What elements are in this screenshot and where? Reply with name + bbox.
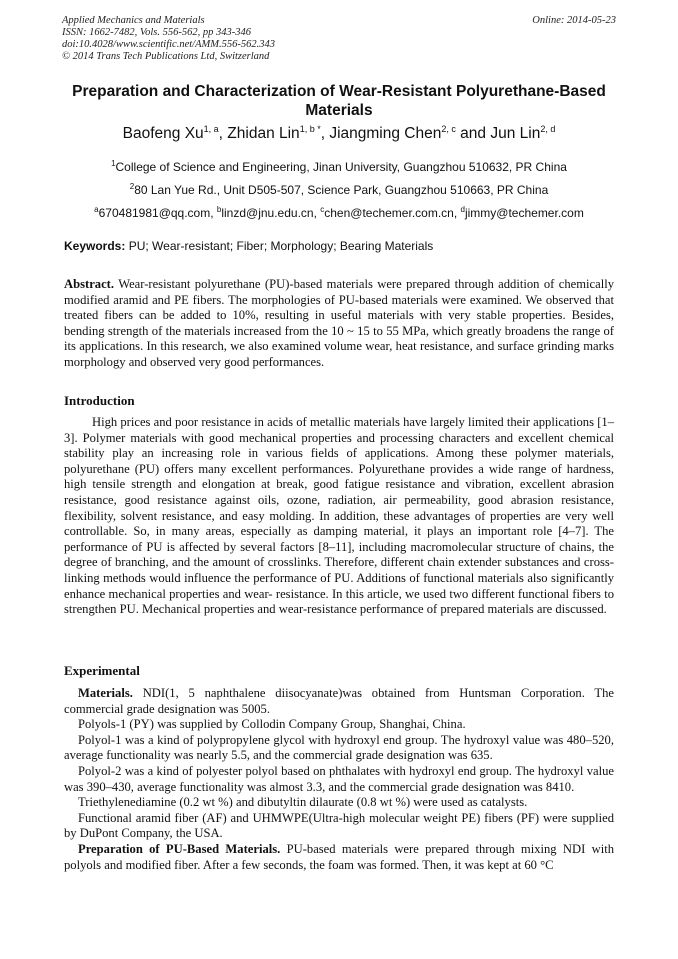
keywords-text: PU; Wear-resistant; Fiber; Morphology; Bearing Materials	[125, 239, 434, 253]
affiliation-text: College of Science and Engineering, Jinan University, Guangzhou 510632, PR China	[115, 160, 567, 174]
materials-text: NDI(1, 5 naphthalene diisocyanate)was obtained from Huntsman Corporation. The commercial grade designation was 5005.	[64, 686, 614, 716]
email-link[interactable]: jimmy@techemer.com	[464, 206, 584, 220]
email-link[interactable]: linzd@jnu.edu.cn,	[221, 206, 321, 220]
affiliation-1	[40, 159, 638, 175]
author-sep: ,	[320, 125, 330, 142]
affiliation-2	[40, 182, 638, 198]
materials-label: Materials.	[78, 686, 133, 700]
section-heading-introduction: Introduction	[64, 393, 135, 408]
journal-doi[interactable]: doi:10.4028/www.scientific.net/AMM.556-562.343	[62, 39, 275, 50]
paragraph-polyols: Polyols-1 (PY) was supplied by Collodin Company Group, Shanghai, China.	[78, 717, 466, 732]
abstract-text: Wear-resistant polyurethane (PU)-based materials were prepared through addition of chemically modified aramid and PE fibers. The morphologies of PU-based materials were examined. We observed that treated fibers can be added to 10%, resulting in useful materials with very stable properties. Besides, bending strength of the materials increased from the 10 ~ 15 to 55 MPa, which greatly broadens the range of its applications. In this research, we also examined volume wear, heat resistance, and surface grinding marks morphology and observed very good performances.	[64, 277, 614, 369]
author-name: Baofeng Xu	[122, 125, 204, 142]
email-link[interactable]: chen@techemer.com.cn,	[324, 206, 461, 220]
preparation-label: Preparation of PU-Based Materials.	[78, 841, 281, 856]
abstract-label: Abstract.	[64, 277, 115, 291]
abstract	[64, 277, 614, 371]
journal-copyright: © 2014 Trans Tech Publications Ltd, Switzerland	[62, 51, 270, 62]
paragraph-materials	[64, 686, 614, 717]
section-heading-experimental: Experimental	[64, 663, 140, 678]
author-sup: 1, a	[203, 124, 219, 134]
author-emails	[40, 205, 638, 221]
email-link[interactable]: 670481981@qq.com,	[98, 206, 217, 220]
journal-name: Applied Mechanics and Materials	[62, 15, 205, 26]
affiliation-text: 80 Lan Yue Rd., Unit D505-507, Science Park, Guangzhou 510663, PR China	[134, 183, 549, 197]
paragraph-polyol-1: Polyol-1 was a kind of polypropylene glycol with hydroxyl end group. The hydroxyl value was 480–520, average functionality was nearly 5.5, and the commercial grade designation was 635.	[64, 732, 614, 763]
paragraph-catalysts: Triethylenediamine (0.2 wt %) and dibutyltin dilaurate (0.8 wt %) were used as catalysts.	[78, 795, 528, 810]
author-sup: 2, d	[540, 124, 556, 134]
email-sup: b	[216, 205, 222, 214]
email-sup: d	[460, 205, 465, 214]
paragraph-polyol-2: Polyol-2 was a kind of polyester polyol based on phthalates with hydroxyl end group. The hydroxyl value was 390–430, average functionality was almost 3.3, and the commercial grade designation was 8410.	[64, 763, 614, 794]
affiliation-sup: 1	[111, 159, 116, 168]
introduction-paragraph: High prices and poor resistance in acids of metallic materials have largely limited their applications [1–3]. Polymer materials with good mechanical properties and processing characters and excellent chemical stability play an increasing role in various fields of applications. Among these polymer materials, polyurethane (PU) offers many excellent performances. Polyurethane provides a wide range of hardness, high tensile strength and elongation at break, good fatigue resistance and vibration, excellent abrasion resistance, good resistance against oils, ozone, radiation, air permeability, good abrasion resistance, flexibility, solvent resistance, and easy molding. In addition, these advantages of properties are very well controllable. So, in many areas, especially as damping material, it plays an important role [4–7]. The performance of PU is affected by several factors [8–11], including macromolecular structure of chains, the degree of branching, and the amount of crosslinks. Therefore, different chain extender substances and cross-linking methods would influence the performance of PU. Additions of functional materials also significantly enhance mechanical properties and wear- resistance. In this article, we used two different functional fibers to strengthen PU. Mechanical properties and wear-resistance performance of prepared materials are discussed.	[64, 415, 614, 617]
journal-issn: ISSN: 1662-7482, Vols. 556-562, pp 343-346	[62, 27, 251, 38]
paragraph-preparation	[64, 842, 614, 873]
journal-header	[62, 15, 618, 63]
preparation-text: PU-based materials were prepared through mixing NDI with polyols and modified fiber. After a few seconds, the foam was formed. Then, it was kept at 60 °C	[64, 841, 614, 872]
online-date: Online: 2014-05-23	[532, 15, 616, 26]
paragraph-fibers: Functional aramid fiber (AF) and UHMWPE(Ultra-high molecular weight PE) fibers (PF) were supplied by DuPont Company, the USA.	[64, 810, 614, 841]
experimental-section	[64, 686, 614, 873]
author-sup: 1, b *	[299, 124, 321, 134]
author-name: Zhidan Lin	[227, 125, 300, 142]
author-name: Jiangming Chen	[329, 125, 442, 142]
keywords-label: Keywords:	[64, 239, 126, 253]
affiliation-sup: 2	[129, 182, 135, 191]
author-name: Jun Lin	[490, 125, 541, 142]
paper-title: Preparation and Characterization of Wear-Resistant Polyurethane-Based Materials	[72, 83, 606, 119]
author-sup: 2, c	[441, 124, 456, 134]
author-sep: ,	[218, 125, 228, 142]
email-sup: a	[94, 205, 99, 214]
author-sep: and	[455, 125, 491, 142]
email-sup: c	[320, 205, 325, 214]
author-list	[40, 124, 638, 144]
keywords	[64, 238, 624, 254]
